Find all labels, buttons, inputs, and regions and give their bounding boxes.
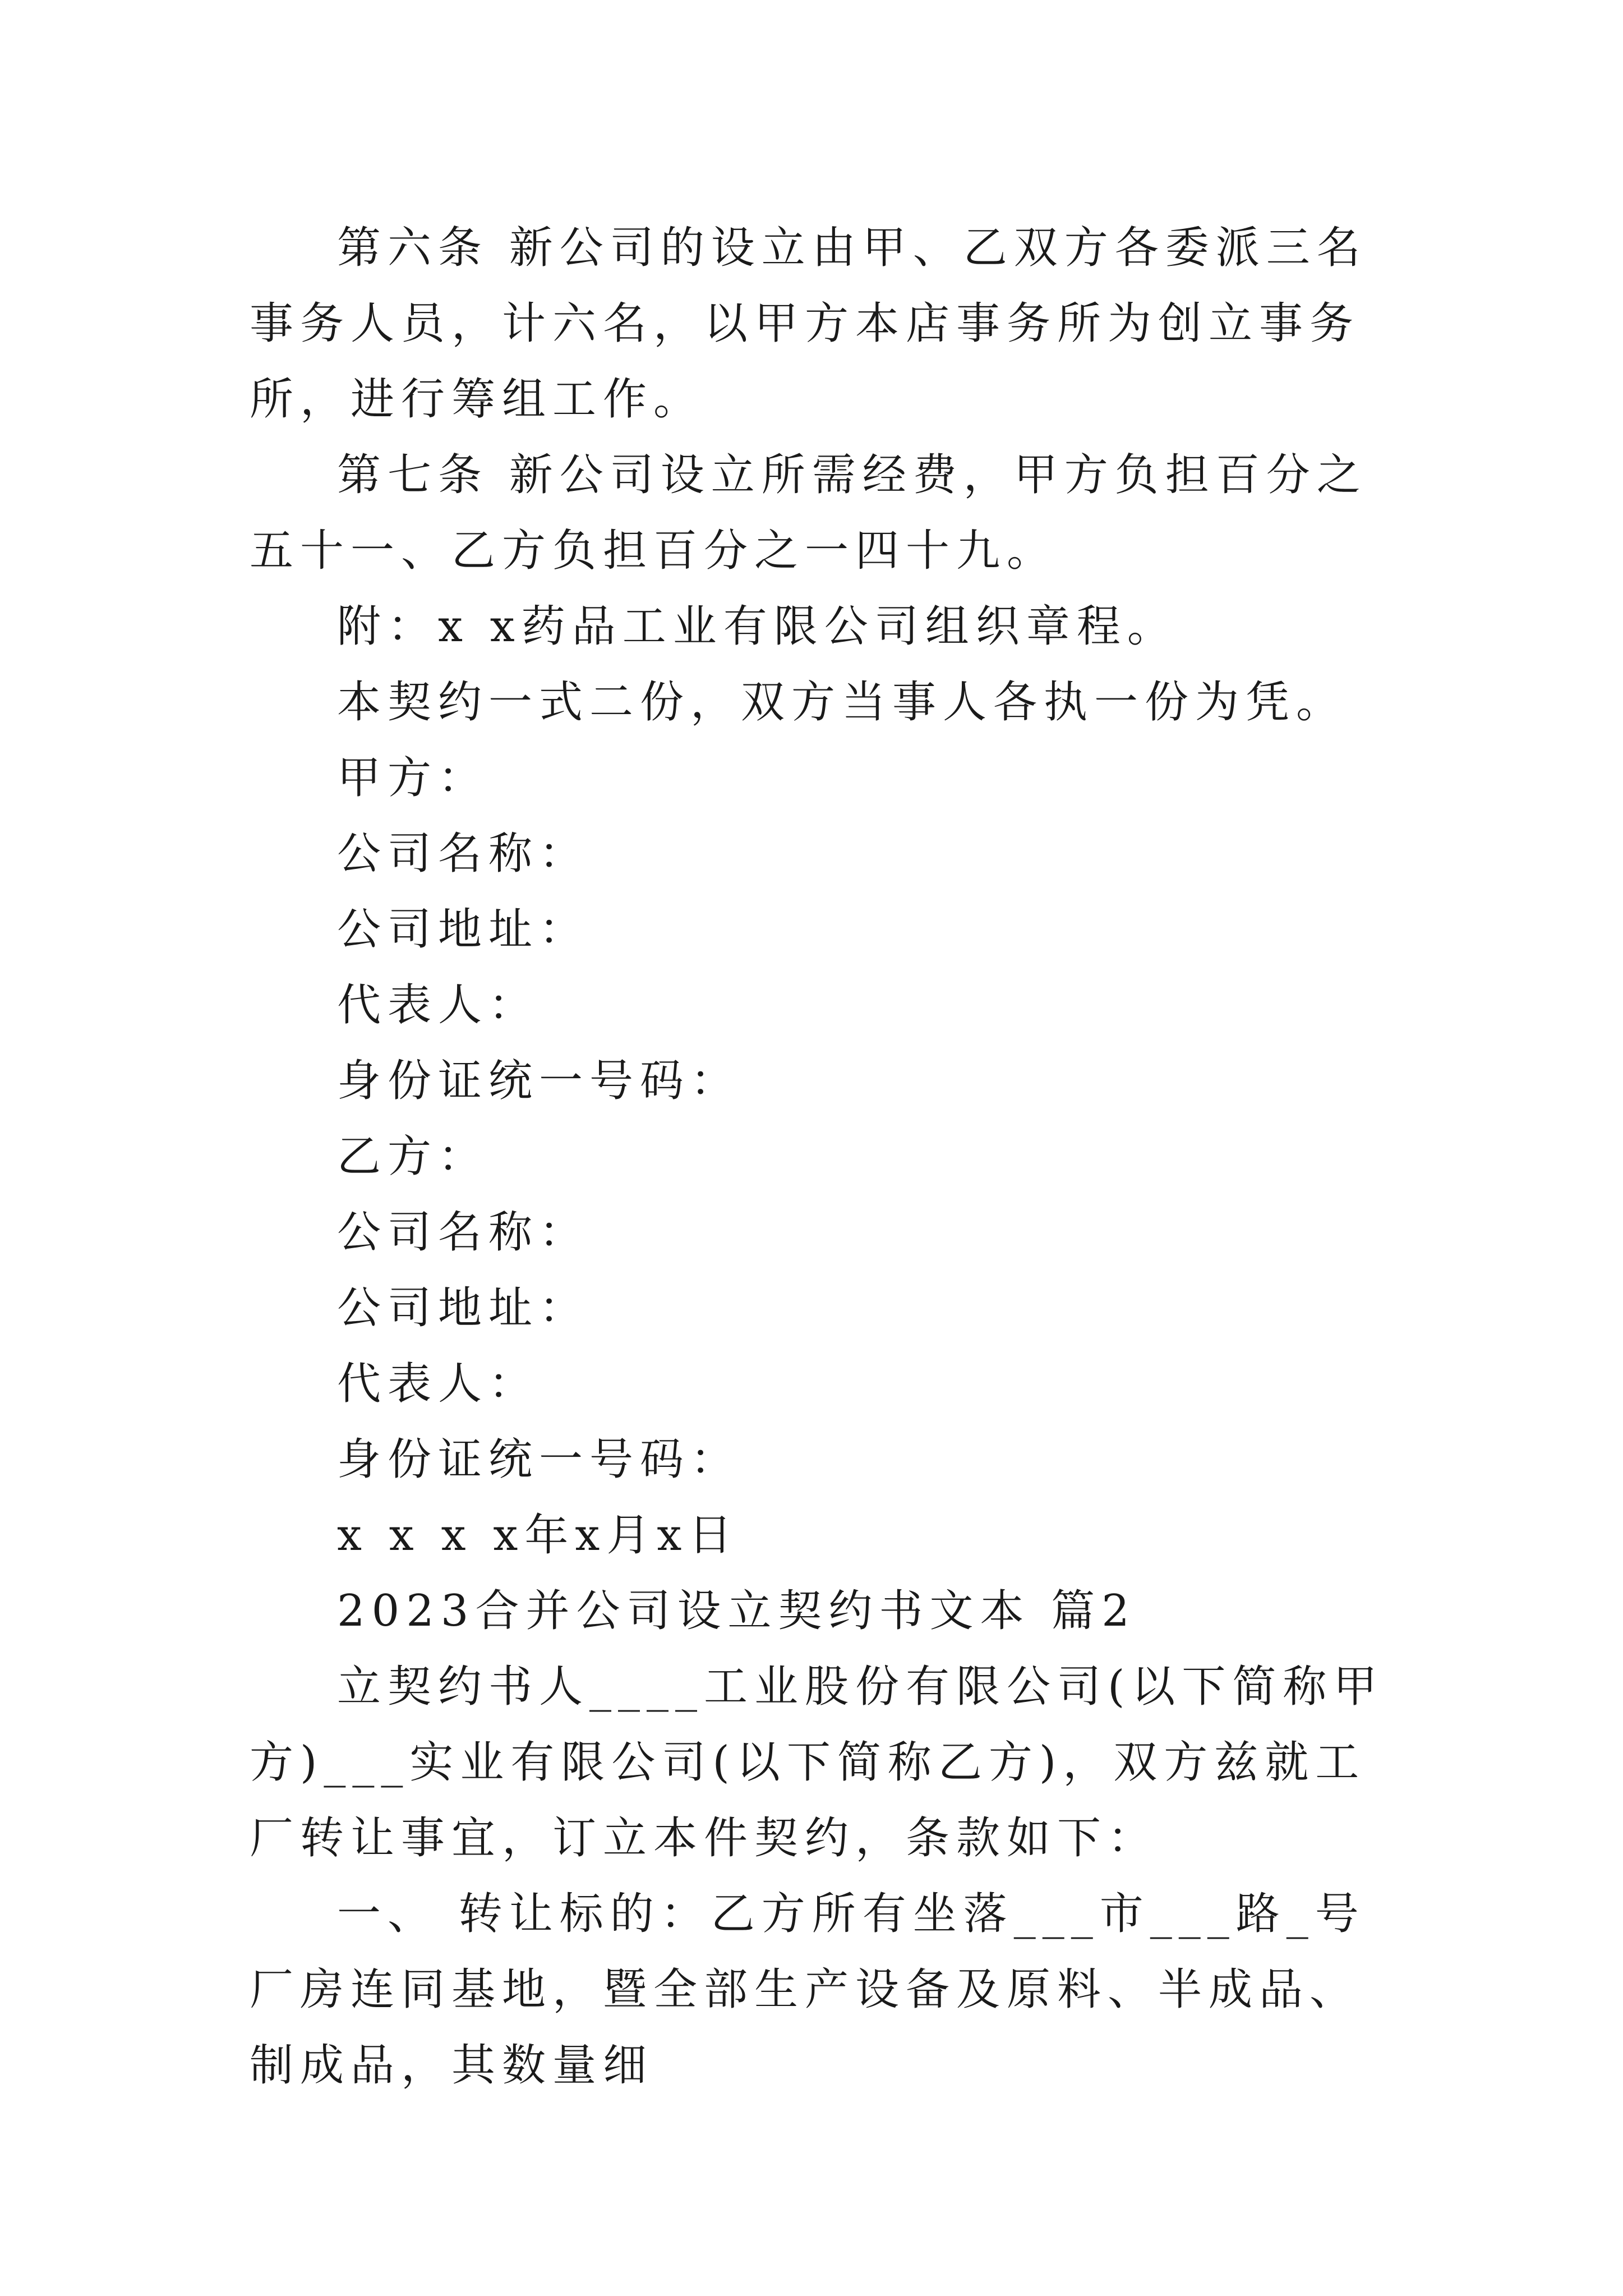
paragraph-article-6: 第六条 新公司的设立由甲、乙双方各委派三名事务人员，计六名，以甲方本店事务所为创立事务所，进行筹组工作。 bbox=[250, 223, 1367, 425]
paragraph-contract-parties: 立契约书人____工业股份有限公司(以下简称甲方)___实业有限公司(以下简称乙方)，双方兹就工厂转让事宜，订立本件契约，条款如下： bbox=[250, 1662, 1384, 1864]
signing-date: x x x x年x月x日 bbox=[337, 1510, 739, 1561]
party-b-representative: 代表人： bbox=[337, 1359, 540, 1409]
party-a-company-address: 公司地址： bbox=[337, 904, 590, 955]
party-b-company-name: 公司名称： bbox=[337, 1207, 590, 1258]
paragraph-article-7: 第七条 新公司设立所需经费，甲方负担百分之五十一、乙方负担百分之一四十九。 bbox=[250, 450, 1367, 576]
party-a-representative: 代表人： bbox=[337, 980, 540, 1030]
paragraph-copies: 本契约一式二份，双方当事人各执一份为凭。 bbox=[337, 677, 1347, 728]
paragraph-transfer-subject: 一、 转让标的：乙方所有坐落___市___路_号厂房连同基地，暨全部生产设备及原料、半成品、制成品，其数量细 bbox=[250, 1889, 1366, 2091]
party-b-id-number: 身份证统一号码： bbox=[337, 1434, 741, 1485]
party-a-id-number: 身份证统一号码： bbox=[337, 1056, 741, 1106]
section-heading: 2023合并公司设立契约书文本 篇2 bbox=[337, 1586, 1136, 1636]
paragraph-attachment: 附：x x药品工业有限公司组织章程。 bbox=[337, 601, 1178, 652]
party-a-company-name: 公司名称： bbox=[337, 829, 590, 879]
party-b-company-address: 公司地址： bbox=[337, 1283, 590, 1333]
party-b-label: 乙方： bbox=[337, 1131, 489, 1182]
party-a-label: 甲方： bbox=[337, 753, 489, 803]
document-body bbox=[250, 210, 1388, 2104]
